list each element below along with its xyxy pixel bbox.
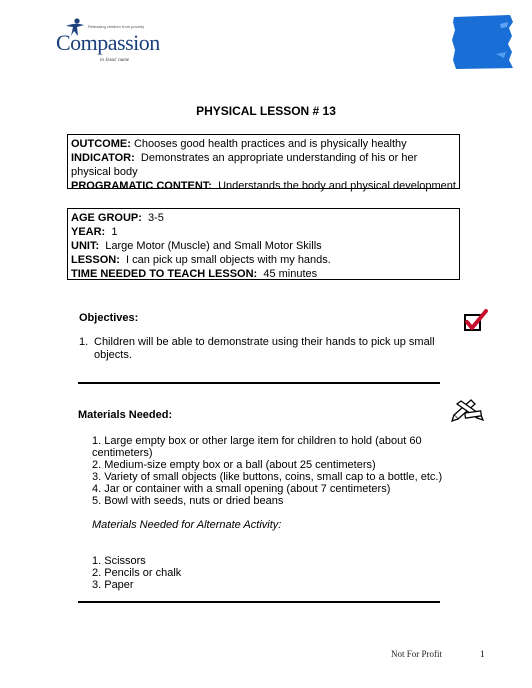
age-label: AGE GROUP: [71,212,142,224]
year-value: 1 [111,226,118,238]
lesson-value: I can pick up small objects with my hands. [126,254,331,266]
lesson-label: LESSON: [71,254,120,266]
list-item: 2. Pencils or chalk [92,567,182,579]
objective-item [79,336,439,362]
compassion-logo [56,20,166,68]
objective-text: Children will be able to demonstrate using their hands to pick up small objects. [94,336,435,361]
unit-line [71,239,456,253]
pencils-icon [451,396,485,425]
list-item: 3. Variety of small objects (like buttons, coins, small cap to a bottle, etc.) [92,471,443,483]
programatic-line [71,179,456,193]
time-line [71,267,456,281]
year-label: YEAR: [71,226,106,238]
list-item: 4. Jar or container with a small opening (about 7 centimeters) [92,483,391,495]
list-item: 5. Bowl with seeds, nuts or dried beans [92,495,284,507]
materials-list [92,435,452,507]
indicator-line [71,151,456,179]
programatic-label: PROGRAMATIC CONTENT: [71,180,212,192]
age-line [71,211,456,225]
logo-subtitle: in Jesus' name [100,58,130,63]
age-value: 3-5 [148,212,164,224]
time-label: TIME NEEDED TO TEACH LESSON: [71,268,258,280]
materials-heading: Materials Needed: [78,409,173,421]
outcome-line [71,137,456,151]
page-number: 1 [480,649,485,659]
outcome-box [67,134,460,192]
page-title: PHYSICAL LESSON # 13 [196,104,336,118]
indicator-label: INDICATOR: [71,152,135,164]
outcome-label: OUTCOME: [71,138,131,150]
alternate-materials-list [92,555,181,591]
list-item: 2. Medium-size empty box or a ball (about 25 centimeters) [92,459,376,471]
objective-number: 1. [79,336,89,348]
unit-value: Large Motor (Muscle) and Small Motor Skills [105,240,322,252]
list-item: 1. Large empty box or other large item for children to hold (about 60 centimeters) [92,435,422,459]
unit-label: UNIT: [71,240,100,252]
list-item: 3. Paper [92,579,134,591]
footer-text: Not For Profit [391,649,443,659]
lesson-line [71,253,456,267]
time-value: 45 minutes [263,268,318,280]
divider-line [78,382,440,384]
logo-tagline: Releasing children from poverty [88,24,145,29]
programatic-value: Understands the body and physical development [218,180,456,192]
alternate-materials-heading: Materials Needed for Alternate Activity: [92,519,282,531]
checkbox-check-icon [463,309,489,336]
blue-stamp-graphic [452,14,514,70]
indicator-value: Demonstrates an appropriate understanding of his or her physical body [71,152,418,178]
lesson-info-box [67,208,460,280]
list-item: 1. Scissors [92,555,146,567]
objectives-heading: Objectives: [79,312,139,324]
logo-wordmark: Compassion [56,30,160,55]
divider-line [78,601,440,603]
year-line [71,225,456,239]
outcome-value: Chooses good health practices and is physically healthy [133,138,407,150]
